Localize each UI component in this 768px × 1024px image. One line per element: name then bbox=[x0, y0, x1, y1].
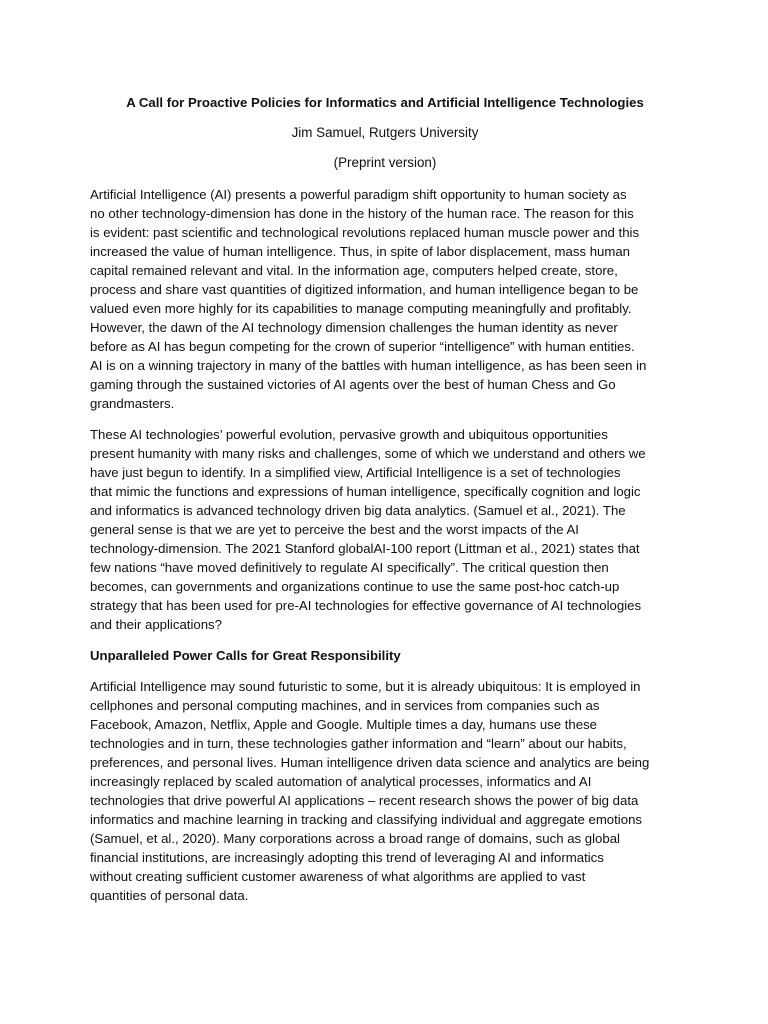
paragraph-1 bbox=[90, 185, 680, 413]
text-line: financial institutions, are increasingly adopting this trend of leveraging AI and informatics bbox=[90, 850, 604, 865]
author-byline: Jim Samuel, Rutgers University bbox=[291, 125, 479, 140]
text-line: becomes, can governments and organizations continue to use the same post-hoc catch-up bbox=[90, 579, 620, 594]
text-line: strategy that has been used for pre-AI technologies for effective governance of AI technologies bbox=[90, 598, 642, 613]
text-line: capital remained relevant and vital. In the information age, computers helped create, store, bbox=[90, 263, 618, 278]
text-line: informatics and machine learning in tracking and classifying individual and aggregate emotions bbox=[90, 812, 642, 827]
paragraph-2 bbox=[90, 425, 680, 634]
text-line: technologies that drive powerful AI applications – recent research shows the power of big data bbox=[90, 793, 639, 808]
version-note: (Preprint version) bbox=[333, 155, 437, 170]
text-line: However, the dawn of the AI technology dimension challenges the human identity as never bbox=[90, 320, 618, 335]
text-line: quantities of personal data. bbox=[90, 888, 249, 903]
paragraph-3 bbox=[90, 677, 680, 905]
text-line: Facebook, Amazon, Netflix, Apple and Google. Multiple times a day, humans use these bbox=[90, 717, 598, 732]
text-line: without creating sufficient customer awareness of what algorithms are applied to vast bbox=[90, 869, 586, 884]
text-line: that mimic the functions and expressions of human intelligence, specifically cognition and logic bbox=[90, 484, 641, 499]
text-line: no other technology-dimension has done in the history of the human race. The reason for this bbox=[90, 206, 634, 221]
text-line: increasingly replaced by scaled automation of analytical processes, informatics and AI bbox=[90, 774, 592, 789]
text-line: Artificial Intelligence (AI) presents a powerful paradigm shift opportunity to human society as bbox=[90, 187, 627, 202]
text-line: and informatics is advanced technology driven big data analytics. (Samuel et al., 2021). The bbox=[90, 503, 626, 518]
text-line: preferences, and personal lives. Human intelligence driven data science and analytics are being bbox=[90, 755, 650, 770]
page-content bbox=[90, 94, 680, 917]
text-line: have just begun to identify. In a simplified view, Artificial Intelligence is a set of technologies bbox=[90, 465, 621, 480]
text-line: (Samuel, et al., 2020). Many corporations across a broad range of domains, such as global bbox=[90, 831, 620, 846]
text-line: technology-dimension. The 2021 Stanford globalAI-100 report (Littman et al., 2021) states that bbox=[90, 541, 640, 556]
text-line: Artificial Intelligence may sound futuristic to some, but it is already ubiquitous: It is employed in bbox=[90, 679, 641, 694]
document-title: A Call for Proactive Policies for Informatics and Artificial Intelligence Technologies bbox=[126, 95, 644, 110]
section-heading: Unparalleled Power Calls for Great Responsibility bbox=[90, 648, 401, 663]
text-line: increased the value of human intelligence. Thus, in spite of labor displacement, mass human bbox=[90, 244, 631, 259]
text-line: gaming through the sustained victories of AI agents over the best of human Chess and Go bbox=[90, 377, 616, 392]
text-line: AI is on a winning trajectory in many of the battles with human intelligence, as has been seen in bbox=[90, 358, 647, 373]
text-line: technologies and in turn, these technologies gather information and “learn” about our habits, bbox=[90, 736, 627, 751]
text-line: valued even more highly for its capabilities to manage computing meaningfully and profitably. bbox=[90, 301, 632, 316]
text-line: before as AI has begun competing for the crown of superior “intelligence” with human entities. bbox=[90, 339, 635, 354]
text-line: grandmasters. bbox=[90, 396, 175, 411]
text-line: These AI technologies’ powerful evolution, pervasive growth and ubiquitous opportunities bbox=[90, 427, 608, 442]
text-line: and their applications? bbox=[90, 617, 222, 632]
text-line: process and share vast quantities of digitized information, and human intelligence began to be bbox=[90, 282, 639, 297]
text-line: present humanity with many risks and challenges, some of which we understand and others we bbox=[90, 446, 646, 461]
text-line: is evident: past scientific and technological revolutions replaced human muscle power and this bbox=[90, 225, 640, 240]
text-line: few nations “have moved definitively to regulate AI specifically”. The critical question then bbox=[90, 560, 609, 575]
text-line: cellphones and personal computing machines, and in services from companies such as bbox=[90, 698, 600, 713]
text-line: general sense is that we are yet to perceive the best and the worst impacts of the AI bbox=[90, 522, 579, 537]
